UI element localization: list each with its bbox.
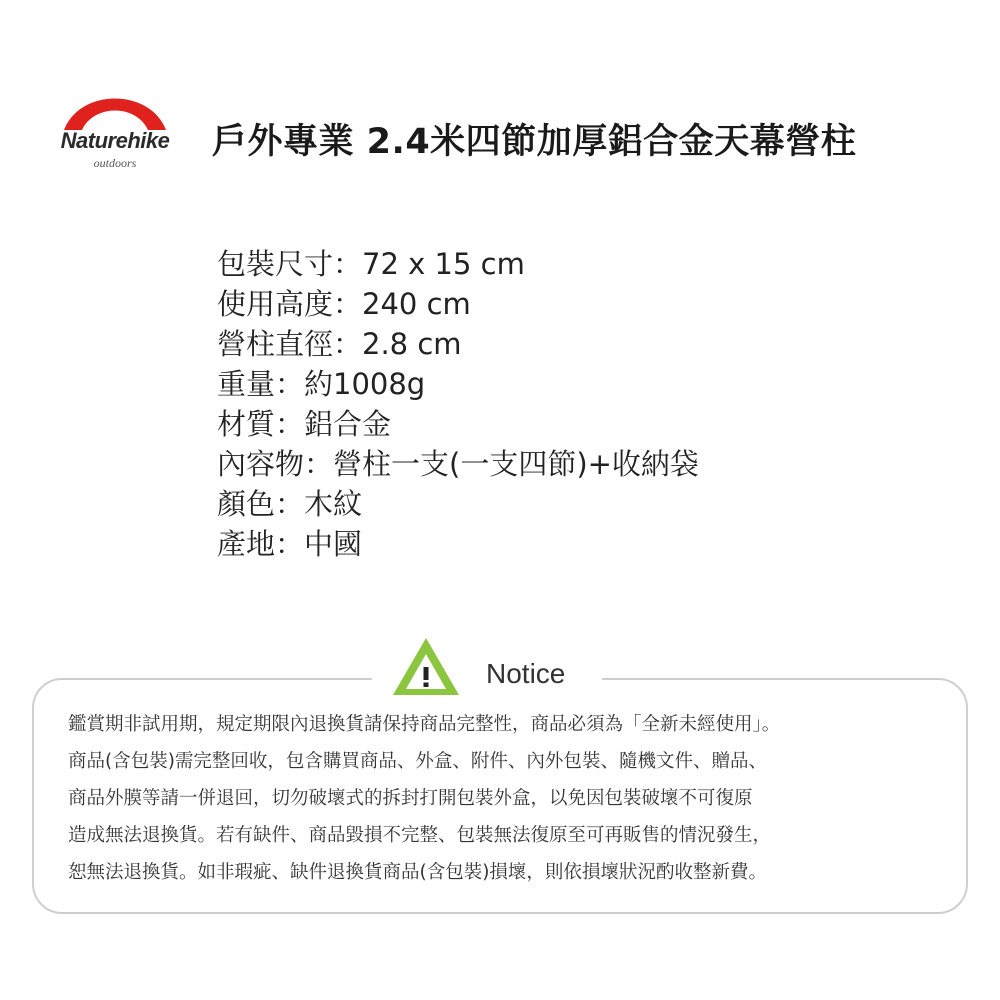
spec-item: 產地：中國 [217,527,363,561]
spec-item: 包裝尺寸：72 x 15 cm [217,247,525,281]
spec-item: 使用高度：240 cm [217,287,471,321]
mountain-arc-logo-icon [62,84,168,132]
spec-item: 材質：鋁合金 [217,407,392,441]
brand-name: Naturehike [60,128,170,153]
spec-item: 重量：約1008g [217,367,426,401]
brand-tagline: outdoors [93,156,137,170]
notice-line: 恕無法退換貨。如非瑕疵、缺件退換貨商品(含包裝)損壞，則依損壞狀況酌收整新費。 [68,862,767,883]
notice-title: Notice [486,658,566,689]
notice-line: 鑑賞期非試用期，規定期限內退換貨請保持商品完整性，商品必須為「全新未經使用」。 [68,714,781,735]
notice-line: 商品外膜等請一併退回，切勿破壞式的拆封打開包裝外盒，以免因包裝破壞不可復原 [68,788,753,809]
brand-logo [40,84,190,184]
page-title: 戶外專業 2.4米四節加厚鋁合金天幕營柱 [212,122,857,162]
notice-text [68,706,968,891]
spec-item: 內容物：營柱一支(一支四節)+收納袋 [217,447,699,481]
spec-item: 營柱直徑：2.8 cm [217,327,462,361]
notice-line: 造成無法退換貨。若有缺件、商品毀損不完整、包裝無法復原至可再販售的情況發生， [68,825,772,846]
warning-triangle-icon [390,634,462,698]
notice-line: 商品(含包裝)需完整回收，包含購買商品、外盒、附件、內外包裝、隨機文件、贈品、 [68,751,767,772]
spec-item: 顏色：木紋 [217,487,363,521]
notice-header [372,628,602,700]
spec-list [217,244,699,564]
